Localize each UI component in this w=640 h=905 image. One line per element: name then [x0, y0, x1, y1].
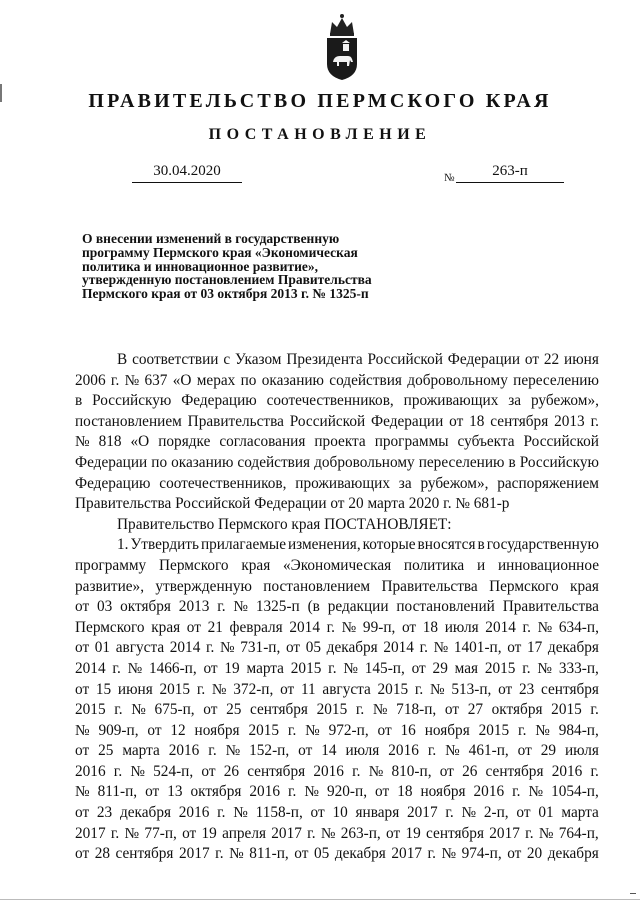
body-line: № 811-п, от 13 октября 2016 г. № 920-п, от 18 ноября 2016 г. № 1054-п,: [75, 783, 599, 801]
body-line: Федерации по оказанию содействия добровольному переселению в Российскую: [75, 453, 599, 471]
body-line: Пермского края от 21 февраля 2014 г. № 99-п, от 18 июля 2014 г. № 634-п,: [75, 618, 599, 636]
scan-edge-mark: [630, 893, 636, 894]
body-line: 2006 г. № 637 «О мерах по оказанию содействия добровольному переселению: [75, 371, 599, 389]
document-type-title: ПОСТАНОВЛЕНИЕ: [208, 126, 432, 143]
body-line: от 25 марта 2016 г. № 152-п, от 14 июля 2016 г. № 461-п, от 29 июля: [75, 742, 599, 760]
body-line: 2017 г. № 77-п, от 19 апреля 2017 г. № 263-п, от 19 сентября 2017 г. № 764-п,: [75, 824, 599, 842]
subject-line: О внесении изменений в государственную: [82, 231, 340, 246]
body-line: от 28 сентября 2017 г. № 811-п, от 05 декабря 2017 г. № 974-п, от 20 декабря: [75, 845, 599, 863]
subject-line: программу Пермского края «Экономическая: [82, 244, 358, 260]
body-line: Федерацию соотечественников, проживающих за рубежом», распоряжением: [75, 474, 599, 492]
scan-bottom-edge: [0, 899, 640, 900]
government-title: ПРАВИТЕЛЬСТВО ПЕРМСКОГО КРАЯ: [88, 90, 552, 112]
body-line: № 909-п, от 12 ноября 2015 г. № 972-п, от 16 ноября 2015 г. № 984-п,: [75, 721, 599, 739]
document-number: 263-п: [456, 163, 564, 183]
body-line: программу Пермского края «Экономическая политика и инновационное: [75, 556, 599, 574]
body-line: от 15 июня 2015 г. № 372-п, от 11 августа 2015 г. № 513-п, от 23 сентября: [75, 680, 599, 698]
perm-krai-coat-of-arms-icon: [322, 12, 362, 82]
body-line: от 01 августа 2014 г. № 731-п, от 05 декабря 2014 г. № 1401-п, от 17 декабря: [75, 639, 599, 657]
body-line: Правительство Пермского края ПОСТАНОВЛЯЕТ:: [117, 515, 452, 533]
document-body: [75, 350, 599, 865]
body-line: от 23 декабря 2016 г. № 1158-п, от 10 января 2017 г. № 2-п, от 01 марта: [75, 804, 599, 822]
body-line: 2015 г. № 675-п, от 25 сентября 2015 г. № 718-п, от 27 октября 2015 г.: [75, 701, 599, 719]
document-subject: [82, 232, 422, 301]
body-line: от 03 октября 2013 г. № 1325-п (в редакции постановлений Правительства: [75, 598, 599, 616]
body-line: постановлением Правительства Российской Федерации от 18 сентября 2013 г.: [75, 412, 599, 430]
body-line: 1. Утвердить прилагаемые изменения, которые вносятся в государственную: [117, 536, 599, 554]
body-line: 2014 г. № 1466-п, от 19 марта 2015 г. № 145-п, от 29 мая 2015 г. № 333-п,: [75, 659, 599, 677]
subject-line: Пермского края от 03 октября 2013 г. № 1325-п: [82, 286, 369, 302]
subject-line: политика и инновационное развитие»,: [82, 258, 319, 274]
body-line: Правительства Российской Федерации от 20 марта 2020 г. № 681-р: [75, 495, 510, 513]
body-line: В соответствии с Указом Президента Российской Федерации от 22 июня: [117, 351, 599, 368]
subject-line: утвержденную постановлением Правительства: [82, 272, 372, 288]
body-line: развитие», утвержденную постановлением Правительства Пермского края: [75, 577, 599, 595]
number-sign: №: [444, 172, 455, 184]
body-line: № 818 «О порядке согласования проекта программы субъекта Российской: [75, 433, 599, 451]
document-date: 30.04.2020: [132, 163, 242, 183]
body-line: в Российскую Федерацию соотечественников, проживающих за рубежом»,: [75, 392, 599, 410]
body-line: 2016 г. № 524-п, от 26 сентября 2016 г. № 810-п, от 26 сентября 2016 г.: [75, 762, 599, 780]
